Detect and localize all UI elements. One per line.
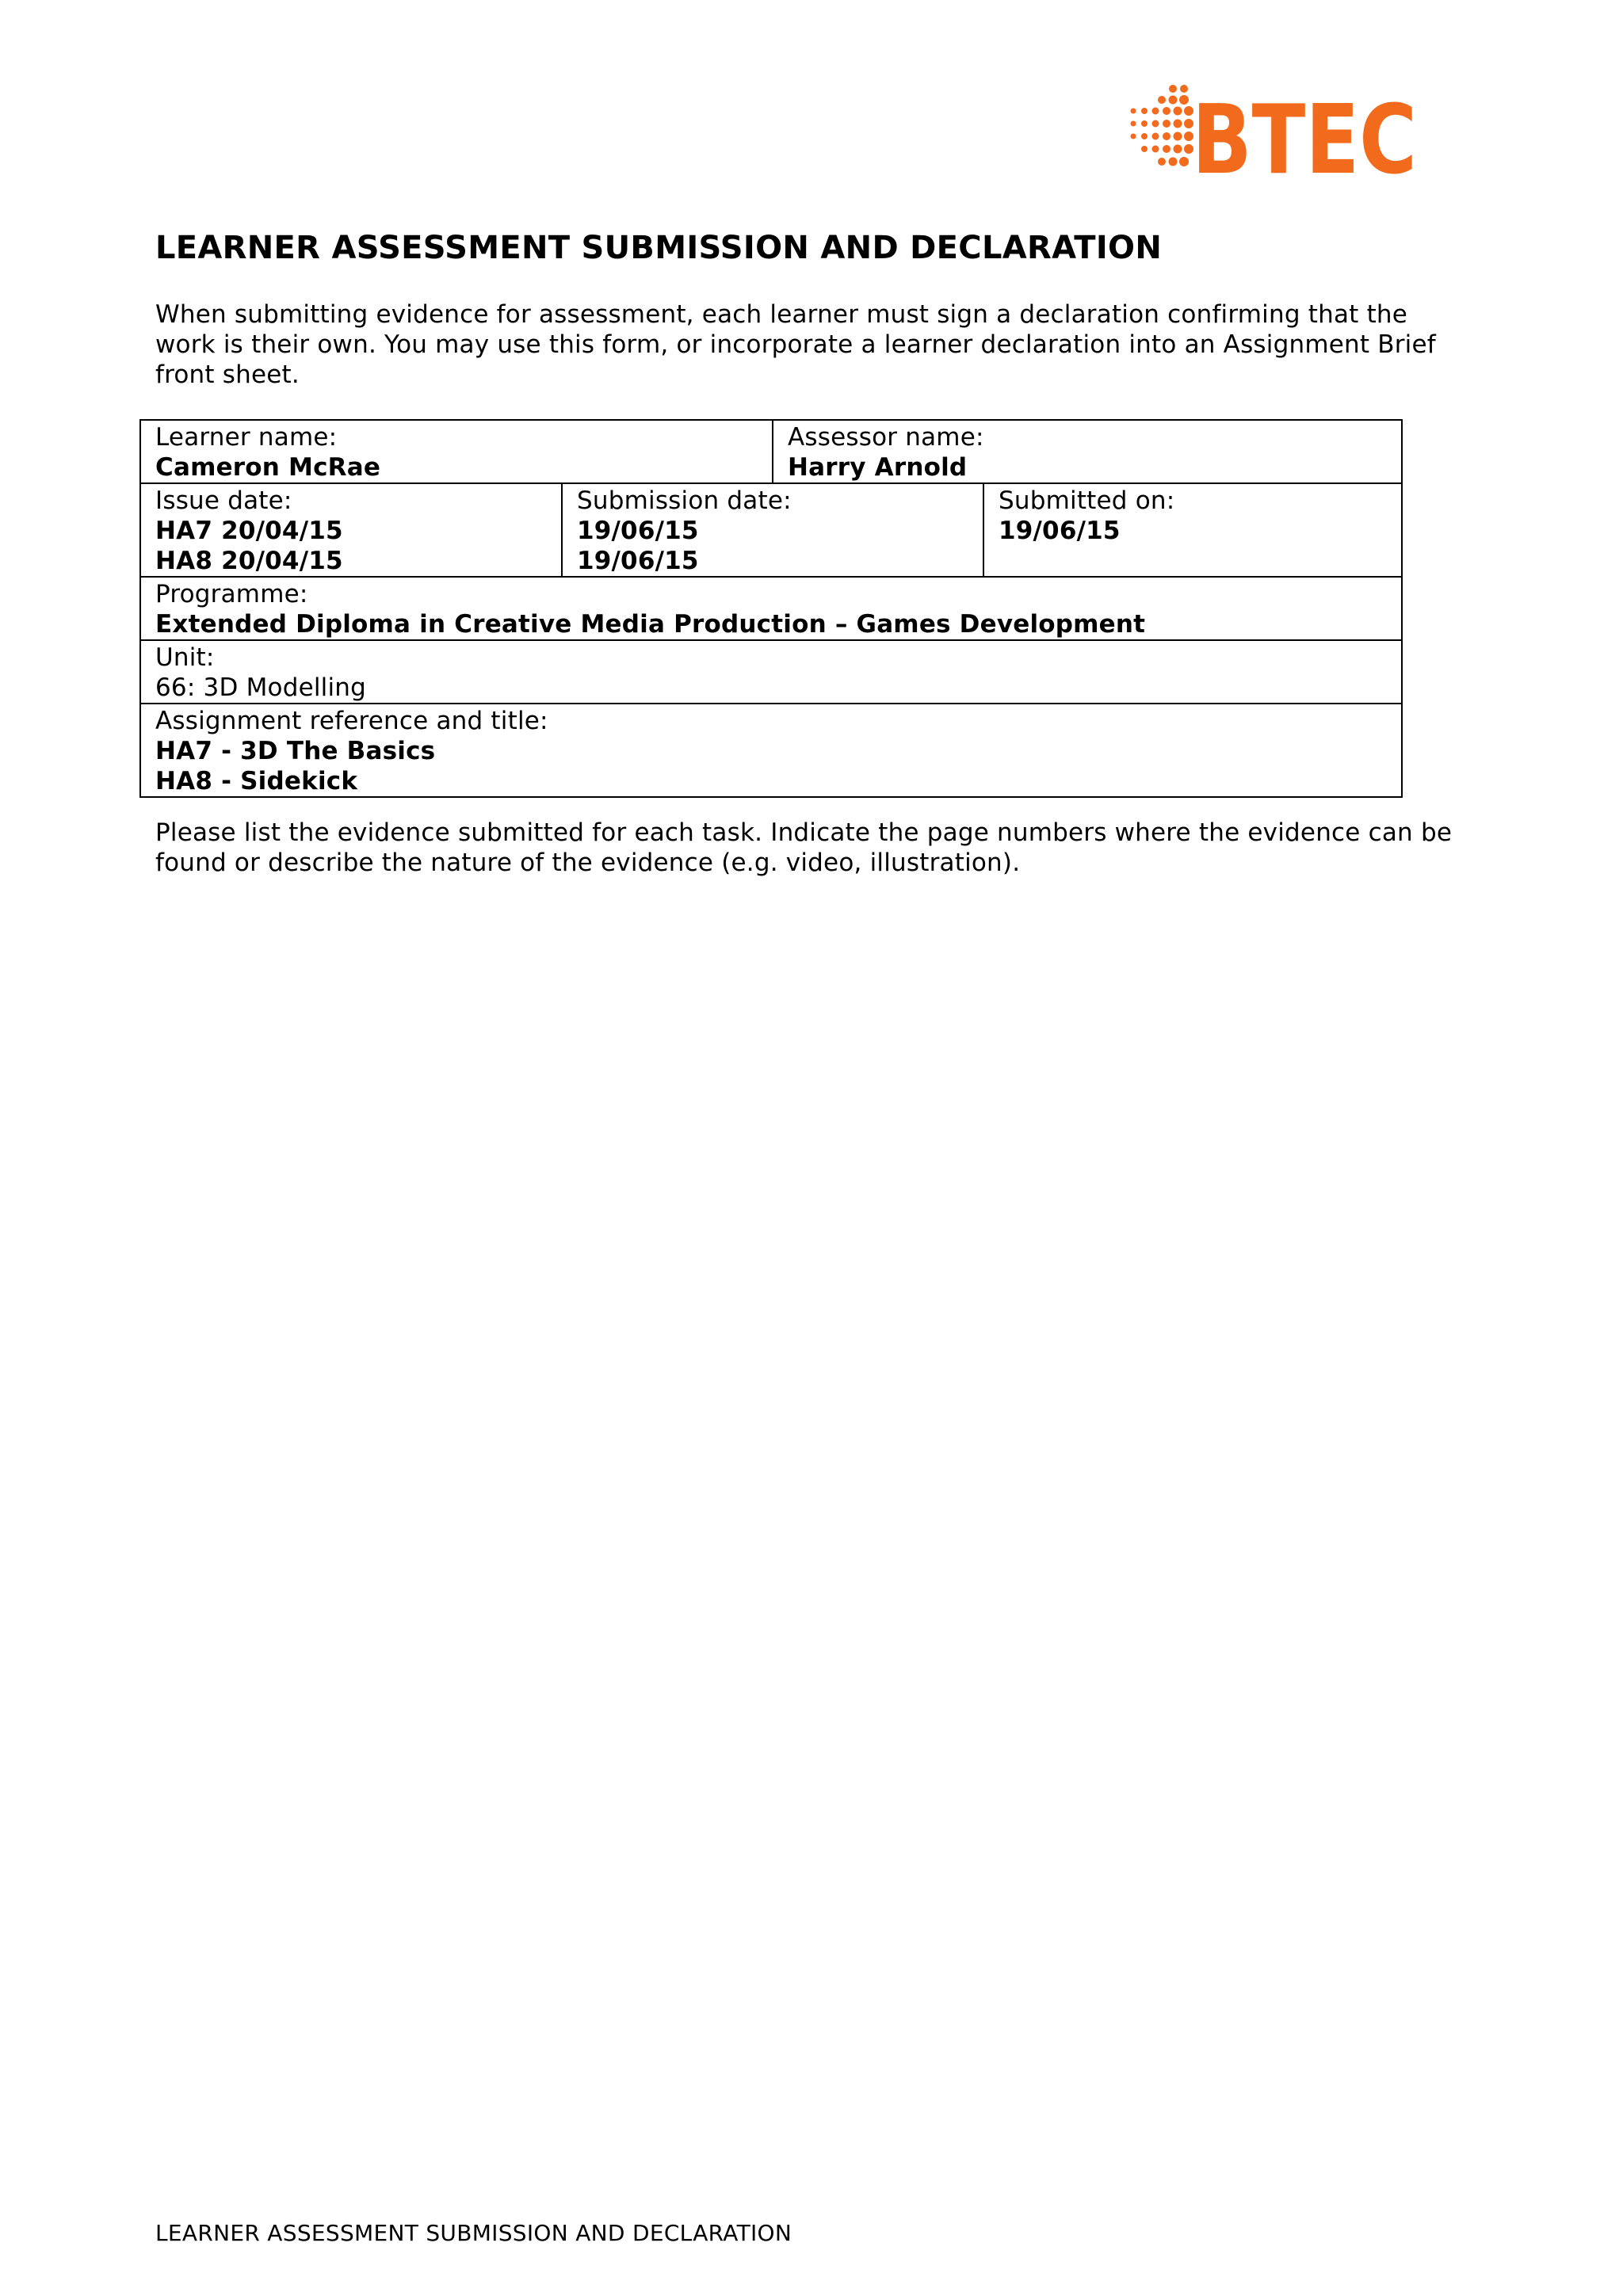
submission-date-value: 19/06/15: [577, 517, 699, 545]
page-footer: LEARNER ASSESSMENT SUBMISSION AND DECLARATION: [155, 2220, 792, 2246]
assignment-title: HA7 - 3D The Basics: [155, 737, 436, 765]
programme-value: Extended Diploma in Creative Media Production – Games Development: [155, 610, 1146, 639]
btec-logo-text: BTEC: [1192, 86, 1417, 196]
submission-date-label: Submission date:: [577, 486, 792, 515]
learner-name-cell: [140, 420, 773, 483]
programme-cell: [140, 577, 1402, 640]
submission-form-table: [139, 419, 1403, 798]
learner-name-value: Cameron McRae: [155, 453, 381, 482]
assessor-name-label: Assessor name:: [788, 423, 984, 452]
submitted-on-label: Submitted on:: [999, 486, 1175, 515]
page-title: LEARNER ASSESSMENT SUBMISSION AND DECLARATION: [155, 230, 1163, 266]
issue-date-value: HA7 20/04/15: [155, 517, 343, 545]
unit-value: 66: 3D Modelling: [155, 673, 367, 702]
assignment-label: Assignment reference and title:: [155, 707, 548, 735]
dates-row: [140, 483, 1402, 577]
programme-label: Programme:: [155, 580, 308, 608]
learner-name-label: Learner name:: [155, 423, 338, 452]
assessor-name-value: Harry Arnold: [788, 453, 968, 482]
dot-pattern-icon: [1131, 85, 1194, 166]
assessor-name-cell: [773, 420, 1402, 483]
unit-row: [140, 640, 1402, 704]
assignment-title: HA8 - Sidekick: [155, 767, 358, 795]
submitted-on-cell: [983, 483, 1402, 577]
intro-paragraph: When submitting evidence for assessment, each learner must sign a declaration confirming that the work is their own. You may use this form, or incorporate a learner declaration into an Assignment Brief front sheet.: [155, 300, 1436, 389]
submitted-on-value: 19/06/15: [999, 517, 1121, 545]
unit-label: Unit:: [155, 643, 215, 672]
btec-logo: [1124, 82, 1425, 196]
issue-date-cell: [140, 483, 562, 577]
programme-row: [140, 577, 1402, 640]
submission-date-value: 19/06/15: [577, 547, 699, 575]
issue-date-value: HA8 20/04/15: [155, 547, 343, 575]
submission-date-cell: [562, 483, 983, 577]
names-row: [140, 420, 1402, 483]
issue-date-label: Issue date:: [155, 486, 292, 515]
assignment-cell: [140, 704, 1402, 797]
evidence-instructions: Please list the evidence submitted for each task. Indicate the page numbers where the evidence can be found or describe the nature of the evidence (e.g. video, illustration).: [155, 818, 1453, 877]
unit-cell: [140, 640, 1402, 704]
assignment-row: [140, 704, 1402, 797]
